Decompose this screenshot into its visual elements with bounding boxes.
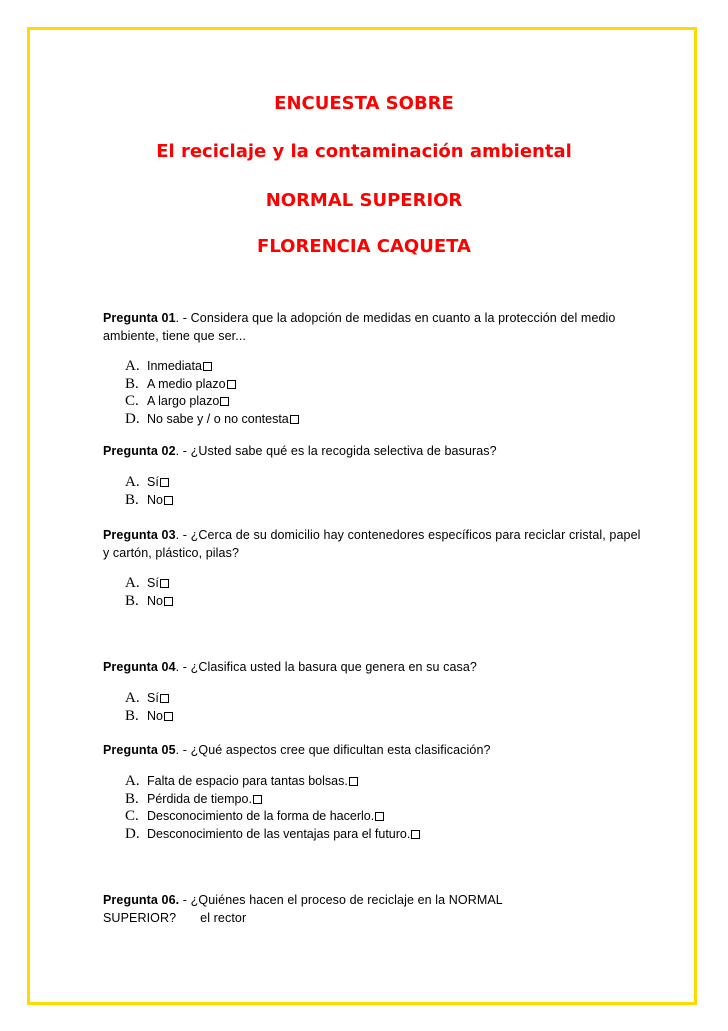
option-text: A largo plazo xyxy=(147,394,220,408)
question-01-options xyxy=(125,358,299,428)
option-text: Desconocimiento de la forma de hacerlo. xyxy=(147,809,375,823)
city-name: FLORENCIA CAQUETA xyxy=(257,236,471,257)
question-separator: . - xyxy=(175,444,191,458)
option-text: Falta de espacio para tantas bolsas. xyxy=(147,774,348,788)
checkbox[interactable] xyxy=(160,694,169,703)
option-item xyxy=(125,492,173,510)
checkbox[interactable] xyxy=(164,597,173,606)
question-text: ¿Quiénes hacen el proceso de reciclaje en la NORMAL SUPERIOR? xyxy=(103,893,503,925)
survey-title: ENCUESTA SOBRE xyxy=(274,93,454,114)
option-text: A medio plazo xyxy=(147,376,226,391)
checkbox[interactable] xyxy=(290,415,299,424)
checkbox[interactable] xyxy=(203,362,212,371)
option-item xyxy=(125,773,420,791)
checkbox[interactable] xyxy=(411,830,420,839)
question-01 xyxy=(103,310,643,345)
question-text: ¿Usted sabe qué es la recogida selectiva de basuras? xyxy=(190,444,497,458)
question-05 xyxy=(103,742,643,760)
question-text: ¿Cerca de su domicilio hay contenedores específicos para reciclar cristal, papel y cartón, plástico, pilas? xyxy=(103,528,641,560)
survey-subtitle: El reciclaje y la contaminación ambiental xyxy=(156,141,572,162)
question-label: Pregunta 02 xyxy=(103,444,176,458)
option-letter: B. xyxy=(125,375,139,392)
checkbox[interactable] xyxy=(227,380,236,389)
option-letter: A. xyxy=(125,575,140,591)
question-text: ¿Clasifica usted la basura que genera en su casa? xyxy=(190,660,477,674)
option-text: No xyxy=(147,708,163,723)
question-separator: - xyxy=(179,893,191,907)
question-05-options xyxy=(125,773,420,843)
option-letter: B. xyxy=(125,592,139,609)
checkbox[interactable] xyxy=(160,579,169,588)
option-item xyxy=(125,411,299,429)
option-text: No xyxy=(147,593,163,608)
question-03 xyxy=(103,527,643,562)
option-item xyxy=(125,376,299,394)
question-text: ¿Qué aspectos cree que dificultan esta clasificación? xyxy=(190,743,491,757)
option-item xyxy=(125,575,173,593)
option-letter: C. xyxy=(125,393,139,409)
written-answer: el rector xyxy=(200,910,247,925)
option-text: Sí xyxy=(147,576,159,590)
option-letter: D. xyxy=(125,825,140,842)
question-06 xyxy=(103,892,553,927)
option-item xyxy=(125,690,173,708)
question-label: Pregunta 03 xyxy=(103,528,176,542)
question-04-options xyxy=(125,690,173,725)
option-item xyxy=(125,393,299,411)
institution-name: NORMAL SUPERIOR xyxy=(265,190,463,211)
checkbox[interactable] xyxy=(375,812,384,821)
option-item xyxy=(125,791,420,809)
option-text: Sí xyxy=(147,691,159,705)
page-border xyxy=(27,27,697,1005)
option-item xyxy=(125,708,173,726)
question-02 xyxy=(103,443,643,461)
question-text: Considera que la adopción de medidas en cuanto a la protección del medio ambiente, tiene que ser... xyxy=(103,311,616,343)
option-text: No xyxy=(147,492,163,507)
checkbox[interactable] xyxy=(164,712,173,721)
question-04 xyxy=(103,659,643,677)
question-separator: . - xyxy=(175,311,191,325)
question-label: Pregunta 06. xyxy=(103,893,180,907)
option-item xyxy=(125,358,299,376)
option-text: Pérdida de tiempo. xyxy=(147,791,252,806)
option-letter: B. xyxy=(125,491,139,508)
question-label: Pregunta 01 xyxy=(103,311,176,325)
option-item xyxy=(125,593,173,611)
question-label: Pregunta 04 xyxy=(103,660,176,674)
question-02-options xyxy=(125,474,173,509)
question-separator: . - xyxy=(175,660,191,674)
checkbox[interactable] xyxy=(220,397,229,406)
option-letter: B. xyxy=(125,790,139,807)
option-letter: A. xyxy=(125,690,140,706)
option-item xyxy=(125,474,173,492)
checkbox[interactable] xyxy=(349,777,358,786)
option-text: No sabe y / o no contesta xyxy=(147,411,289,426)
option-item xyxy=(125,826,420,844)
option-letter: B. xyxy=(125,707,139,724)
checkbox[interactable] xyxy=(253,795,262,804)
option-letter: A. xyxy=(125,773,140,789)
question-separator: . - xyxy=(175,743,191,757)
checkbox[interactable] xyxy=(164,496,173,505)
option-letter: C. xyxy=(125,808,139,824)
option-text: Sí xyxy=(147,475,159,489)
option-text: Desconocimiento de las ventajas para el futuro. xyxy=(147,826,411,841)
option-item xyxy=(125,808,420,826)
option-letter: A. xyxy=(125,474,140,490)
question-label: Pregunta 05 xyxy=(103,743,176,757)
option-text: Inmediata xyxy=(147,359,202,373)
checkbox[interactable] xyxy=(160,478,169,487)
question-03-options xyxy=(125,575,173,610)
question-separator: . - xyxy=(175,528,191,542)
option-letter: A. xyxy=(125,358,140,374)
option-letter: D. xyxy=(125,410,140,427)
